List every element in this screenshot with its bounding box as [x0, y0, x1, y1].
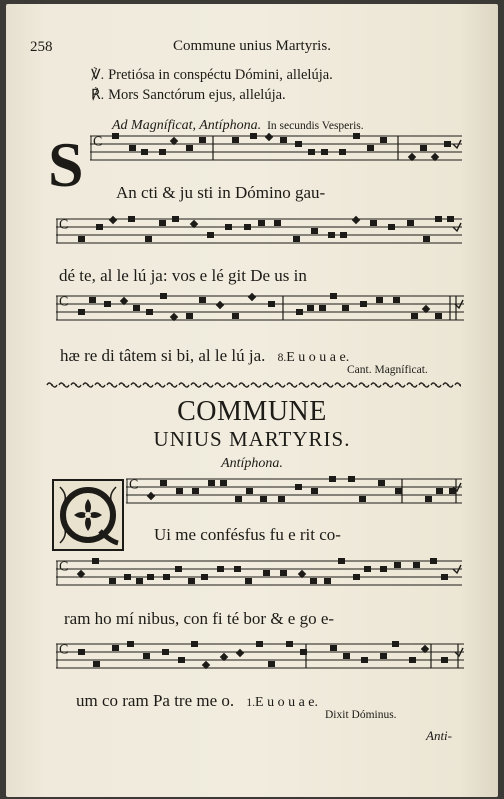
square-note — [280, 570, 287, 576]
euouae-text: E u o u a e. — [255, 695, 319, 710]
music-staff — [56, 217, 462, 247]
square-note — [147, 574, 154, 580]
tone-number: 8. — [277, 352, 287, 364]
square-note — [321, 149, 328, 155]
square-note — [89, 297, 96, 303]
square-note — [307, 305, 314, 311]
square-note — [319, 305, 326, 311]
music-staff — [56, 559, 462, 589]
rubric-text: Ad Magníficat, Antíphona. — [112, 118, 262, 133]
square-note — [136, 578, 143, 584]
square-note — [348, 476, 355, 482]
square-note — [311, 488, 318, 494]
c-clef-icon: C — [59, 642, 69, 658]
square-note — [435, 313, 442, 319]
square-note — [413, 562, 420, 568]
floral-q-icon — [54, 481, 122, 549]
diamond-note — [147, 492, 155, 500]
square-note — [353, 133, 360, 139]
section-title: COMMUNE — [177, 396, 327, 427]
square-note — [178, 657, 185, 663]
square-note — [160, 480, 167, 486]
square-note — [436, 488, 443, 494]
psalm-note: Dixit Dóminus. — [325, 709, 397, 721]
square-note — [172, 216, 179, 222]
square-note — [361, 657, 368, 663]
diamond-note — [236, 649, 244, 657]
square-note — [143, 653, 150, 659]
square-note — [280, 137, 287, 143]
diamond-note — [109, 216, 117, 224]
catchword: Anti- — [426, 728, 452, 743]
lyric-line — [60, 346, 349, 366]
square-note — [328, 232, 335, 238]
square-note — [104, 301, 111, 307]
square-note — [393, 297, 400, 303]
square-note — [342, 305, 349, 311]
square-note — [409, 657, 416, 663]
square-note — [225, 224, 232, 230]
square-note — [159, 220, 166, 226]
square-note — [232, 313, 239, 319]
square-note — [441, 657, 448, 663]
square-note — [128, 216, 135, 222]
square-note — [141, 149, 148, 155]
diamond-note — [265, 133, 273, 141]
square-note — [339, 149, 346, 155]
square-note — [411, 313, 418, 319]
square-note — [388, 224, 395, 230]
square-note — [360, 301, 367, 307]
versicle-symbol: ℣. — [91, 68, 105, 83]
tone-number: 1. — [246, 697, 256, 709]
square-note — [295, 484, 302, 490]
square-note — [330, 645, 337, 651]
square-note — [235, 496, 242, 502]
square-note — [324, 578, 331, 584]
square-note — [92, 558, 99, 564]
square-note — [367, 145, 374, 151]
lyric-line: An cti & ju sti in Dómino gau- — [116, 183, 326, 202]
square-note — [133, 305, 140, 311]
square-note — [308, 149, 315, 155]
diamond-note — [216, 301, 224, 309]
square-note — [311, 228, 318, 234]
square-note — [295, 141, 302, 147]
response-symbol: ℟. — [91, 88, 105, 103]
square-note — [175, 566, 182, 572]
square-note — [268, 661, 275, 667]
square-note — [201, 574, 208, 580]
square-note — [160, 293, 167, 299]
square-note — [127, 641, 134, 647]
c-clef-icon: C — [59, 294, 69, 310]
square-note — [163, 574, 170, 580]
square-note — [380, 137, 387, 143]
book-page — [6, 4, 498, 797]
square-note — [217, 566, 224, 572]
square-note — [244, 224, 251, 230]
lyric-line — [76, 691, 318, 711]
versicle-text: Pretiósa in conspéctu Dómini, allelúja. — [108, 67, 333, 83]
square-note — [380, 566, 387, 572]
square-note — [378, 480, 385, 486]
c-clef-icon: C — [93, 134, 103, 150]
square-note — [392, 641, 399, 647]
square-note — [395, 488, 402, 494]
square-note — [435, 216, 442, 222]
ornament-divider — [46, 381, 461, 389]
square-note — [359, 496, 366, 502]
music-staff — [126, 477, 462, 507]
square-note — [447, 216, 454, 222]
square-note — [394, 562, 401, 568]
diamond-note — [352, 216, 360, 224]
square-note — [199, 297, 206, 303]
diamond-note — [248, 293, 256, 301]
square-note — [232, 137, 239, 143]
square-note — [425, 496, 432, 502]
square-note — [407, 220, 414, 226]
antiphona-rubric: Antíphona. — [221, 456, 283, 471]
square-note — [310, 578, 317, 584]
square-note — [263, 570, 270, 576]
square-note — [370, 220, 377, 226]
square-note — [159, 149, 166, 155]
square-note — [376, 297, 383, 303]
square-note — [268, 301, 275, 307]
square-note — [162, 649, 169, 655]
square-note — [78, 236, 85, 242]
square-note — [278, 496, 285, 502]
versicle-line — [91, 67, 333, 84]
square-note — [176, 488, 183, 494]
square-note — [260, 496, 267, 502]
square-note — [109, 578, 116, 584]
square-note — [186, 145, 193, 151]
magnificat-rubric — [112, 118, 364, 134]
square-note — [191, 641, 198, 647]
c-clef-icon: C — [129, 477, 139, 493]
lyric-line: Ui me confésfus fu e rit co- — [154, 525, 341, 544]
rubric-small-text: In secundis Vesperis. — [267, 120, 364, 132]
square-note — [220, 480, 227, 486]
square-note — [207, 232, 214, 238]
music-staff — [56, 294, 464, 324]
square-note — [300, 649, 307, 655]
euouae-text: E u o u a e. — [286, 350, 350, 365]
square-note — [192, 488, 199, 494]
square-note — [186, 313, 193, 319]
square-note — [78, 309, 85, 315]
square-note — [286, 641, 293, 647]
square-note — [93, 661, 100, 667]
canticle-note: Cant. Magníficat. — [347, 364, 428, 376]
square-note — [430, 558, 437, 564]
square-note — [124, 574, 131, 580]
lyric-text: um co ram Pa tre me o. — [76, 691, 235, 710]
square-note — [256, 641, 263, 647]
square-note — [245, 578, 252, 584]
square-note — [380, 653, 387, 659]
square-note — [444, 141, 451, 147]
square-note — [353, 574, 360, 580]
square-note — [274, 220, 281, 226]
response-line — [91, 87, 286, 104]
square-note — [340, 232, 347, 238]
square-note — [423, 236, 430, 242]
square-note — [330, 293, 337, 299]
square-note — [258, 220, 265, 226]
square-note — [343, 653, 350, 659]
square-note — [78, 649, 85, 655]
square-note — [234, 566, 241, 572]
square-note — [420, 145, 427, 151]
square-note — [112, 645, 119, 651]
square-note — [441, 574, 448, 580]
square-note — [250, 133, 257, 139]
decorated-initial-q — [52, 479, 124, 551]
lyric-line: ram ho mí nibus, con fi té bor & e go e- — [64, 609, 335, 628]
square-note — [208, 480, 215, 486]
square-note — [296, 309, 303, 315]
music-staff — [90, 134, 462, 164]
lyric-line: dé te, al le lú ja: vos e lé git De us in — [59, 266, 307, 285]
square-note — [199, 137, 206, 143]
lyric-text: hæ re di tâtem si bi, al le lú ja. — [60, 346, 266, 365]
square-note — [146, 309, 153, 315]
square-note — [364, 566, 371, 572]
response-text: Mors Sanctórum ejus, allelúja. — [108, 87, 286, 103]
square-note — [188, 578, 195, 584]
square-note — [145, 236, 152, 242]
square-note — [329, 476, 336, 482]
running-title: Commune unius Martyris. — [173, 38, 331, 54]
square-note — [338, 558, 345, 564]
ornament-pattern — [46, 381, 461, 389]
c-clef-icon: C — [59, 217, 69, 233]
square-note — [246, 488, 253, 494]
page-number: 258 — [30, 39, 53, 55]
c-clef-icon: C — [59, 559, 69, 575]
music-staff — [56, 642, 464, 672]
section-subtitle: UNIUS MARTYRIS. — [153, 427, 351, 451]
drop-cap-s: S — [48, 129, 84, 200]
square-note — [96, 224, 103, 230]
square-note — [129, 145, 136, 151]
square-note — [293, 236, 300, 242]
square-note — [112, 133, 119, 139]
